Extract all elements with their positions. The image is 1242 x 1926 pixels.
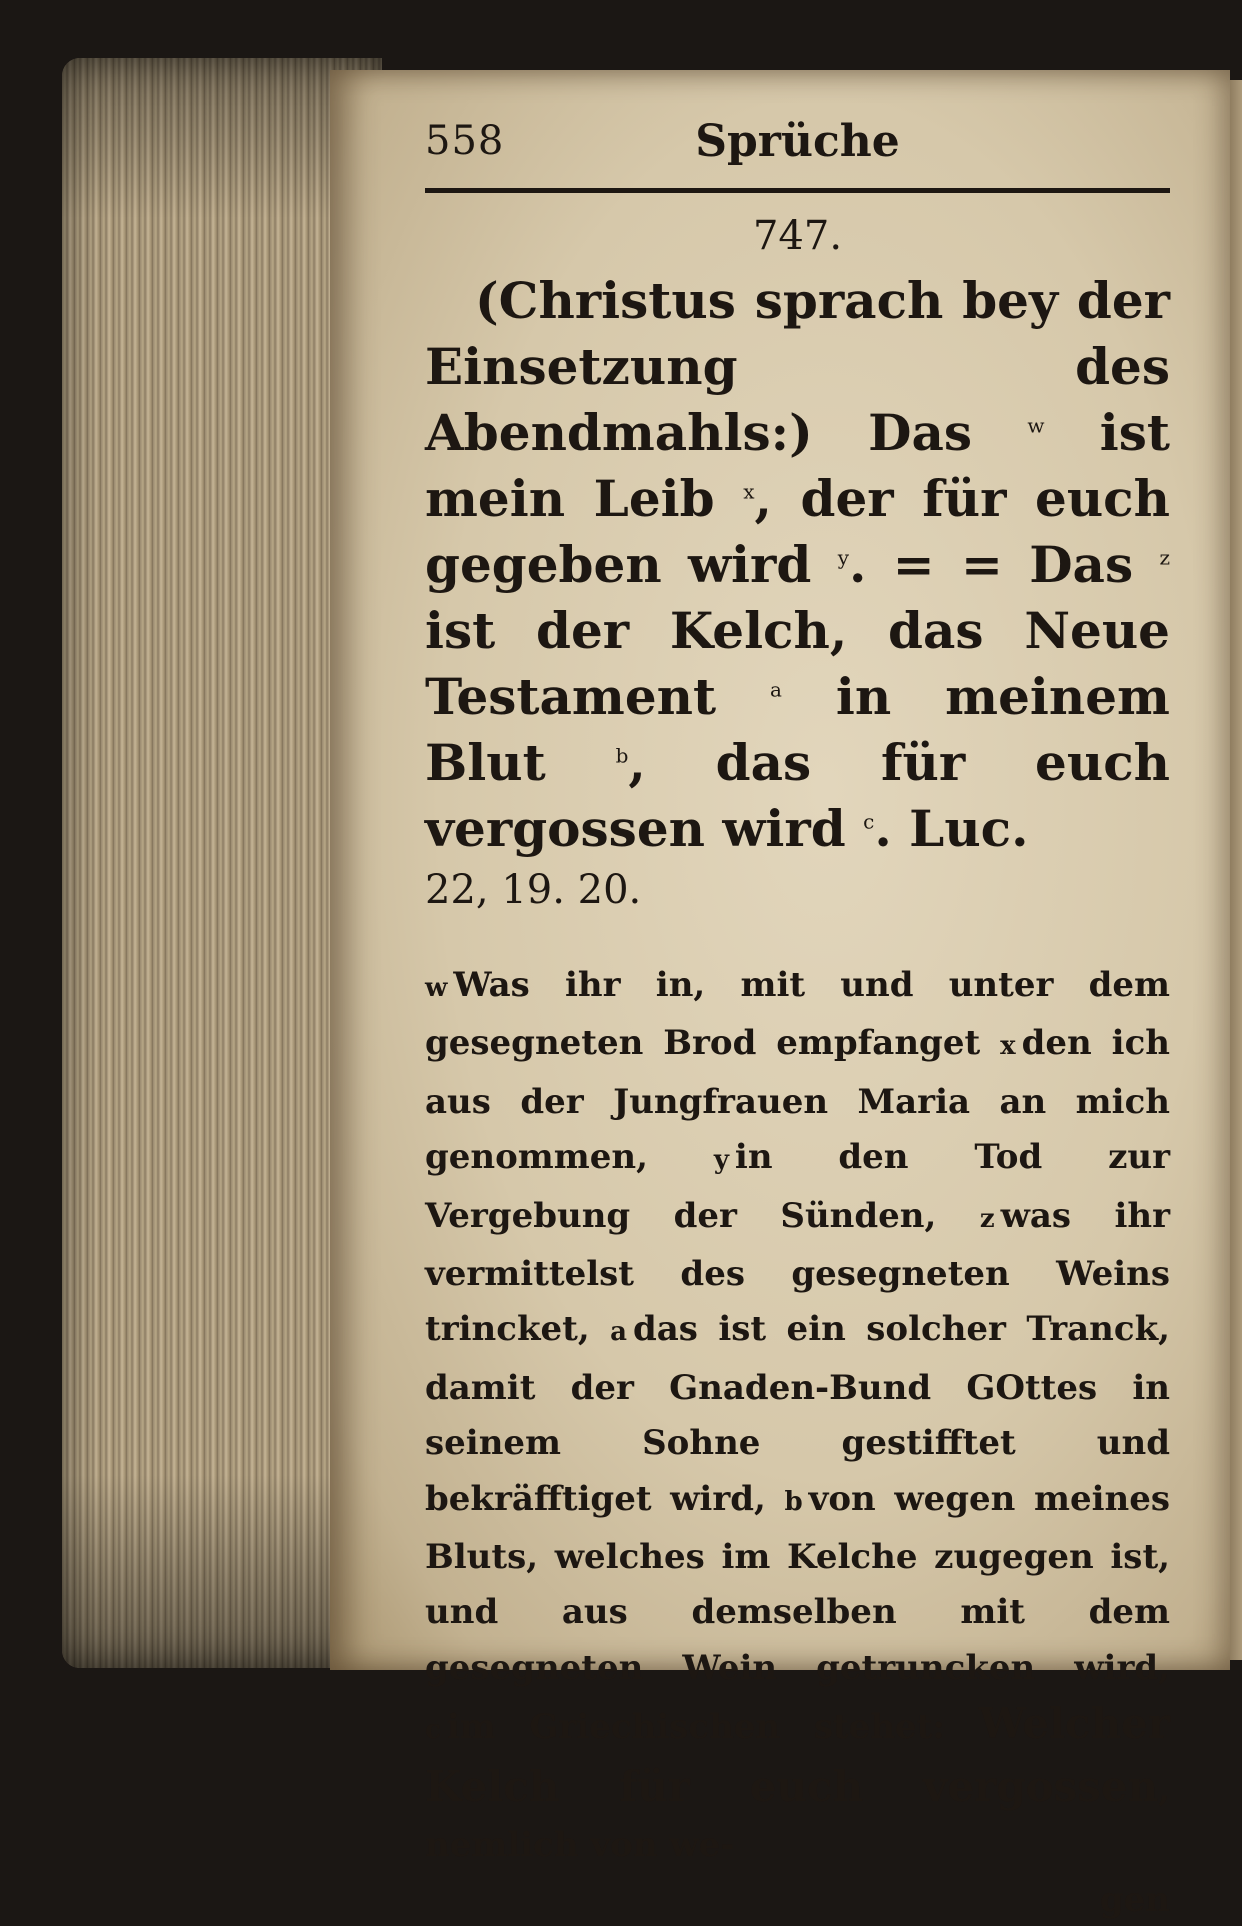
verse-segment: in meinem Blut — [425, 667, 1170, 792]
header-rule — [425, 188, 1170, 193]
footnote-text: in den Tod zur Vergebung der Sünden, — [425, 1137, 1171, 1236]
entry-number: 747. — [752, 213, 843, 259]
footnote-marker: w — [425, 973, 448, 1003]
footnote-c — [425, 1699, 1171, 1866]
footnote-text: von wegen meines Bluts, welches im Kelche zugegen ist, und aus demselben mit dem gesegneten Wein getruncken wird, — [425, 1478, 1170, 1688]
footnote-emphasis: Welcher Kelch für euch vergossen — [425, 1699, 1171, 1811]
note-marker-w: w — [1027, 413, 1045, 438]
footnote-marker: b — [784, 1486, 803, 1517]
footnote-marker: x — [1000, 1031, 1016, 1062]
verse-segment: (Christus sprach bey der Einsetzung des Abendmahls:) Das — [425, 271, 1170, 462]
page-content — [425, 100, 1170, 1926]
running-head — [425, 100, 1170, 190]
footnote-text: das ist ein solcher Tranck, damit der Gnaden-Bund GOttes in seinem Sohne gestifftet und bekräfftiget wird, — [425, 1309, 1170, 1519]
verse-segment: . = = Das — [849, 535, 1134, 594]
running-title: Sprüche — [695, 116, 900, 167]
note-marker-a: a — [770, 677, 782, 702]
note-marker-x: x — [743, 479, 755, 504]
footnote-marker: c — [425, 1715, 441, 1746]
footnote-text: Was ihr in, mit und unter dem gesegneten Brod empfanget — [425, 965, 1170, 1064]
gutter-edge — [1230, 80, 1242, 1660]
footnote-marker: y — [713, 1145, 729, 1176]
verse-segment: . Luc. — [874, 799, 1029, 858]
scripture-reference: 22, 19. 20. — [425, 867, 642, 913]
verse-text — [425, 268, 1170, 862]
note-marker-c: c — [863, 809, 875, 834]
verse-segment: , das für euch vergossen wird — [425, 733, 1170, 858]
footnote-marker: z — [979, 1203, 995, 1234]
footnote-text-end: , nemlich von we- — [425, 1769, 1170, 1866]
verse-segment: , der für euch gegeben wird — [425, 469, 1170, 594]
verse-segment: ist mein Leib — [425, 403, 1170, 528]
footnote-text: was ihr vermittelst des gesegneten Weins trincket, — [425, 1195, 1171, 1350]
catchword: gen — [1099, 1879, 1170, 1920]
footnote-text: den ich aus der Jungfrauen Maria an mich genommen, — [425, 1023, 1170, 1178]
page-number: 558 — [425, 118, 505, 164]
verse-segment: ist der Kelch, das Neue Testament — [425, 601, 1170, 726]
note-marker-b: b — [615, 743, 629, 768]
footnote-marker: a — [610, 1317, 627, 1348]
note-marker-y: y — [837, 545, 849, 570]
note-marker-z: z — [1159, 545, 1170, 570]
footnote-text: im Griechischen stehet: — [446, 1707, 945, 1748]
footnotes — [425, 958, 1170, 1874]
verse-body — [425, 268, 1170, 862]
